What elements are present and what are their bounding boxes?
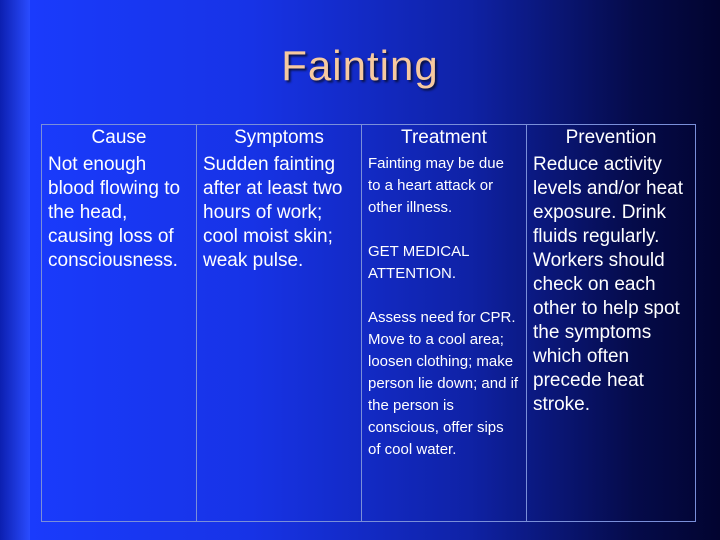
prevention-cell: Reduce activity levels and/or heat exposure. Drink fluids regularly. Workers should check on each other to help spot the symptoms which often precede heat stroke. (527, 153, 696, 522)
header-symptoms: Symptoms (197, 125, 362, 154)
fainting-table (41, 124, 696, 522)
header-cause: Cause (42, 125, 197, 154)
treatment-cell (362, 153, 527, 522)
treatment-paragraph: Assess need for CPR. Move to a cool area; loosen clothing; make person lie down; and if the person is conscious, offer sips of cool water. (368, 309, 519, 458)
table-header-row (42, 125, 696, 154)
cause-cell: Not enough blood flowing to the head, causing loss of consciousness. (42, 153, 197, 522)
treatment-paragraph: Fainting may be due to a heart attack or other illness. (368, 155, 504, 216)
header-prevention: Prevention (527, 125, 696, 154)
treatment-paragraph: GET MEDICAL ATTENTION. (368, 243, 469, 282)
symptoms-cell: Sudden fainting after at least two hours of work; cool moist skin; weak pulse. (197, 153, 362, 522)
header-treatment: Treatment (362, 125, 527, 154)
slide-title: Fainting (281, 42, 439, 89)
table-row (42, 153, 696, 522)
